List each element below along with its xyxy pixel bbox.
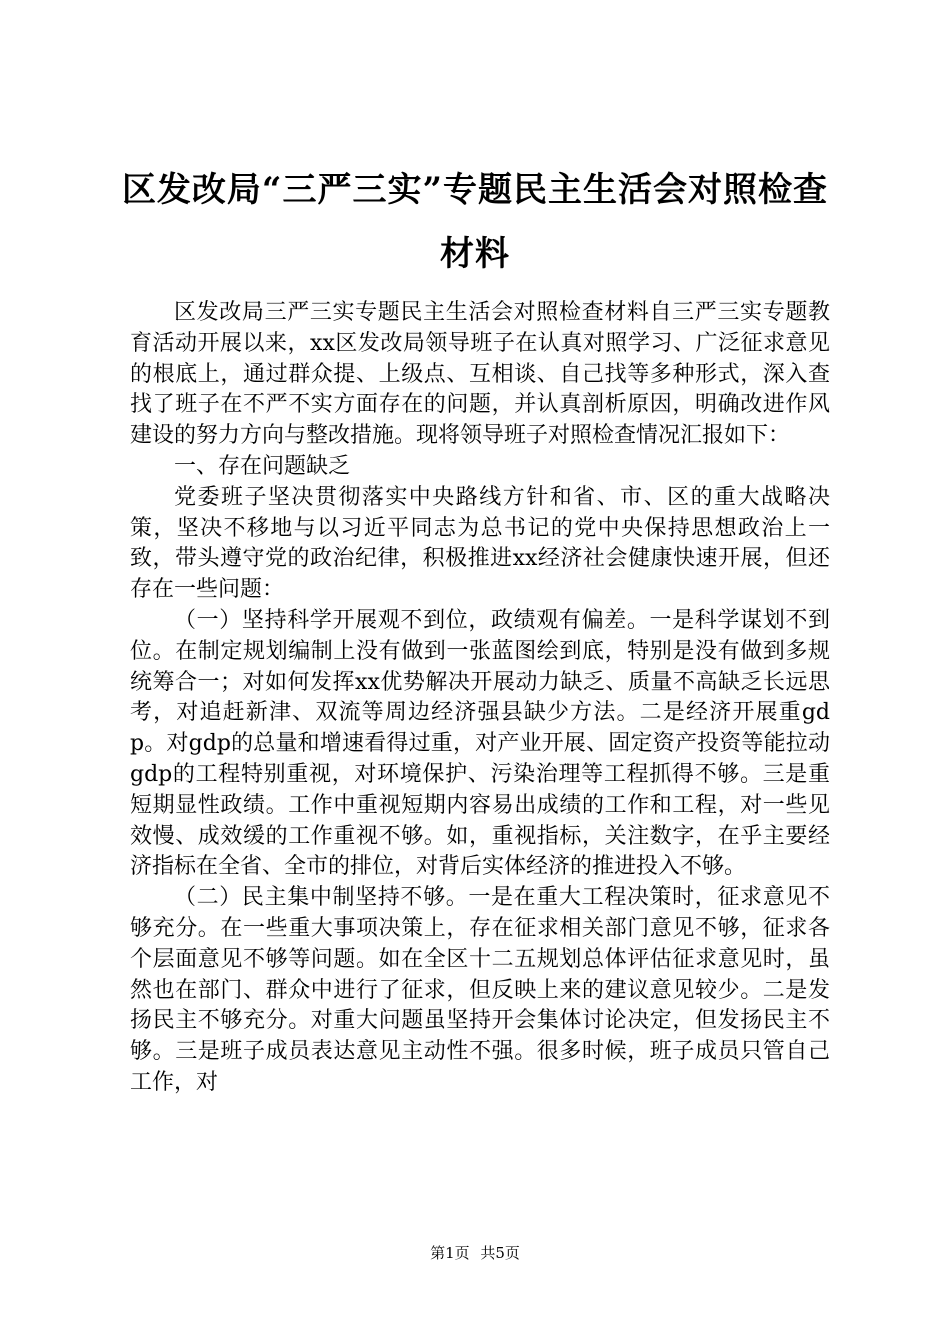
paragraph-intro: 区发改局三严三实专题民主生活会对照检查材料自三严三实专题教育活动开展以来，xx区发改局领导班子在认真对照学习、广泛征求意见的根底上，通过群众提、上级点、互相谈、自己找等多种形式，深入查找了班子在不严不实方面存在的问题，并认真剖析原因，明确改进作风建设的努力方向与整改措施。现将领导班子对照检查情况汇报如下： [130,300,830,449]
document-title: 区发改局“三严三实”专题民主生活会对照检查材料 [121,170,829,274]
page-number: 第1页 [430,1244,470,1262]
paragraph-item-1: （一）坚持科学开展观不到位，政绩观有偏差。一是科学谋划不到位。在制定规划编制上没有做到一张蓝图绘到底，特别是没有做到多规统筹合一；对如何发挥xx优势解决开展动力缺乏、质量不高缺乏长远思考，对追赶新津、双流等周边经济强县缺少方法。二是经济开展重gdp。对gdp的总量和增速看得过重，对产业开展、固定资产投资等能拉动gdp的工程特别重视，对环境保护、污染治理等工程抓得不够。三是重短期显性政绩。工作中重视短期内容易出成绩的工作和工程，对一些见效慢、成效缓的工作重视不够。如，重视指标，关注数字，在乎主要经济指标在全省、全市的排位，对背后实体经济的推进投入不够。 [130,607,830,880]
paragraph-overview: 党委班子坚决贯彻落实中央路线方针和省、市、区的重大战略决策，坚决不移地与以习近平同志为总书记的党中央保持思想政治上一致，带头遵守党的政治纪律，积极推进xx经济社会健康快速开展，但还存在一些问题： [130,484,830,603]
page-total: 共5页 [480,1244,520,1262]
page-footer [0,1243,950,1263]
paragraph-item-2: （二）民主集中制坚持不够。一是在重大工程决策时，征求意见不够充分。在一些重大事项决策上，存在征求相关部门意见不够，征求各个层面意见不够等问题。如在全区十二五规划总体评估征求意见时，虽然也在部门、群众中进行了征求，但反映上来的建议意见较少。二是发扬民主不够充分。对重大问题虽坚持开会集体讨论决定，但发扬民主不够。三是班子成员表达意见主动性不强。很多时候，班子成员只管自己工作，对 [130,885,830,1095]
document-body [130,298,830,1099]
section-heading: 一、存在问题缺乏 [174,453,351,479]
